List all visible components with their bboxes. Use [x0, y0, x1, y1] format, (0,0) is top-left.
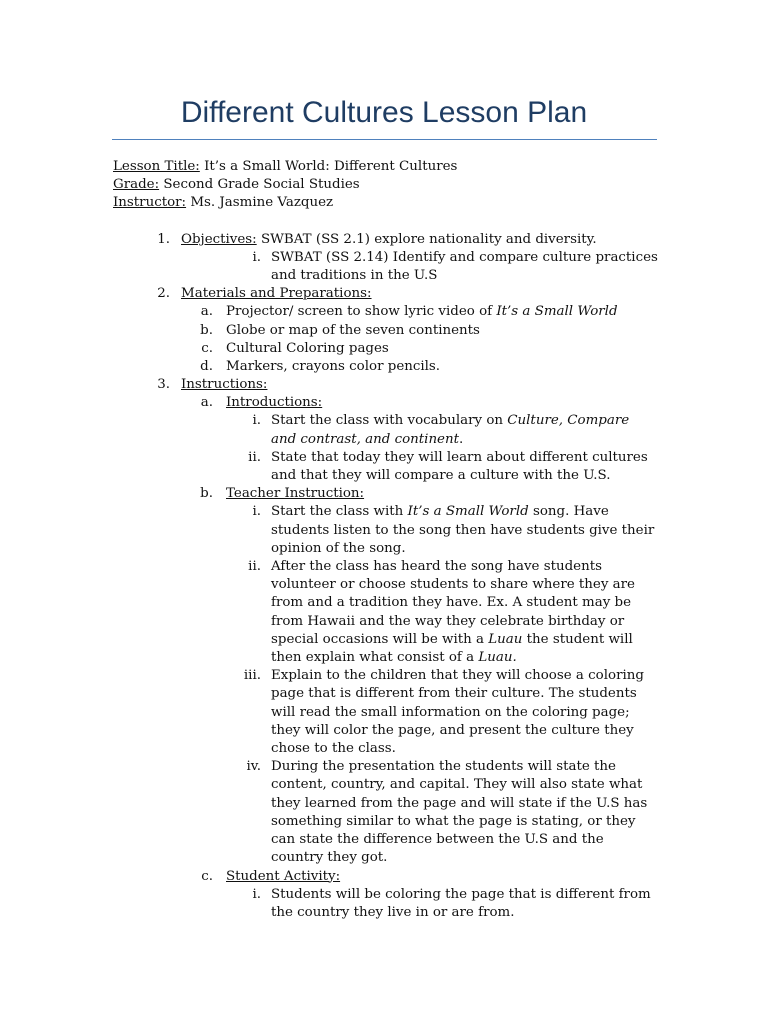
lesson-title-label: Lesson Title:	[113, 159, 200, 174]
grade-value: Second Grade Social Studies	[163, 177, 360, 193]
objectives-text	[181, 231, 597, 249]
step-text: Start the class with	[271, 504, 408, 520]
step-text-end: .	[459, 431, 464, 447]
list-roman: ii.	[248, 559, 261, 575]
instructor-label: Instructor:	[113, 195, 187, 211]
step-text-end: song. Have students listen to the song then have students give their opinion of the song.	[271, 504, 655, 556]
list-roman: iii.	[243, 668, 261, 684]
materials-text: Markers, crayons color pencils.	[226, 358, 441, 374]
list-letter: b.	[200, 486, 213, 502]
instructor-value: Ms. Jasmine Vazquez	[190, 195, 334, 211]
teacher-step-iii	[243, 667, 656, 758]
document-title: Different Cultures Lesson Plan	[180, 96, 588, 129]
materials-text-plain: Projector/ screen to show lyric video of	[226, 304, 497, 320]
list-letter: a.	[200, 304, 213, 320]
materials-item-c	[0, 340, 768, 358]
list-letter: c.	[201, 868, 213, 884]
song-title: It’s a Small World	[407, 504, 529, 520]
introductions-step-ii	[248, 449, 656, 485]
grade-label: Grade:	[113, 177, 160, 193]
list-number: 2.	[157, 286, 170, 302]
list-letter: c.	[201, 340, 213, 356]
student-activity-heading: Student Activity:	[226, 868, 341, 884]
list-number: 3.	[157, 377, 170, 393]
materials-text: Globe or map of the seven continents	[226, 322, 480, 338]
step-text: Start the class with vocabulary on	[271, 413, 508, 429]
list-roman: ii.	[248, 449, 261, 465]
luau-term: Luau.	[478, 650, 517, 666]
materials-heading: Materials and Preparations:	[181, 286, 372, 302]
student-step-i	[252, 886, 656, 922]
list-roman: i.	[252, 886, 261, 902]
objectives-heading: Objectives:	[181, 231, 257, 247]
list-letter: d.	[200, 358, 213, 374]
materials-item	[0, 285, 768, 303]
step-text: State that today they will learn about different cultures and that they will compare a culture with the U.S.	[271, 449, 648, 484]
teacher-instruction-item	[0, 485, 768, 503]
teacher-step-i	[252, 503, 656, 558]
teacher-instruction-heading: Teacher Instruction:	[226, 486, 365, 502]
objectives-item	[0, 231, 768, 249]
instructions-heading: Instructions:	[181, 377, 268, 393]
list-number: 1.	[157, 231, 170, 247]
objectives-sub-item	[0, 249, 768, 267]
list-letter: b.	[200, 322, 213, 338]
instructor-line	[113, 194, 768, 212]
teacher-step-iv	[246, 758, 656, 867]
materials-item-a	[0, 303, 768, 321]
lesson-title-value: It’s a Small World: Different Cultures	[204, 159, 458, 174]
introductions-item	[0, 394, 768, 412]
lesson-title-line	[113, 158, 768, 176]
list-letter: a.	[200, 395, 213, 411]
list-number: i.	[252, 249, 261, 265]
materials-text	[226, 303, 618, 321]
vocabulary-terms: Culture, Compare and contrast, and continent	[271, 413, 630, 447]
song-title: It’s a Small World	[496, 304, 618, 320]
step-text: During the presentation the students will state the content, country, and capital. They will also state what they learned from the page and will state if the U.S has something similar to what the page is stating, or they can state the difference between the U.S and the country they got.	[271, 759, 648, 866]
grade-line	[113, 176, 768, 194]
title-underline	[112, 139, 657, 140]
materials-item-d	[0, 358, 768, 376]
objectives-sub-line2: and traditions in the U.S	[271, 267, 438, 283]
list-roman: i.	[252, 504, 261, 520]
step-text: Explain to the children that they will choose a coloring page that is different from their culture. The students will read the small information on the coloring page; they will color the page, and present the culture they chose to the class.	[271, 668, 644, 757]
introductions-heading: Introductions:	[226, 395, 323, 411]
instructions-item	[0, 376, 768, 394]
list-roman: iv.	[246, 759, 261, 775]
luau-term: Luau	[488, 631, 523, 647]
step-text: Students will be coloring the page that is different from the country they live in or are from.	[271, 886, 651, 920]
objectives-sub-item-cont	[0, 267, 768, 285]
student-activity-item	[0, 868, 768, 886]
list-roman: i.	[252, 413, 261, 429]
materials-text: Cultural Coloring pages	[226, 340, 389, 356]
document-body	[0, 158, 768, 922]
objectives-body: SWBAT (SS 2.1) explore nationality and diversity.	[260, 231, 597, 247]
teacher-step-ii	[248, 558, 656, 667]
objectives-sub-line1: SWBAT (SS 2.14) Identify and compare culture practices	[271, 249, 658, 265]
introductions-step-i	[252, 412, 656, 448]
materials-item-b	[0, 322, 768, 340]
step-text-mid: the student will then explain what consist of a	[271, 631, 633, 666]
step-text: After the class has heard the song have students volunteer or choose students to share where they are from and a tradition they have. Ex. A student may be from Hawaii and the way they celebrate birthday or special occasions will be with a	[271, 559, 635, 647]
